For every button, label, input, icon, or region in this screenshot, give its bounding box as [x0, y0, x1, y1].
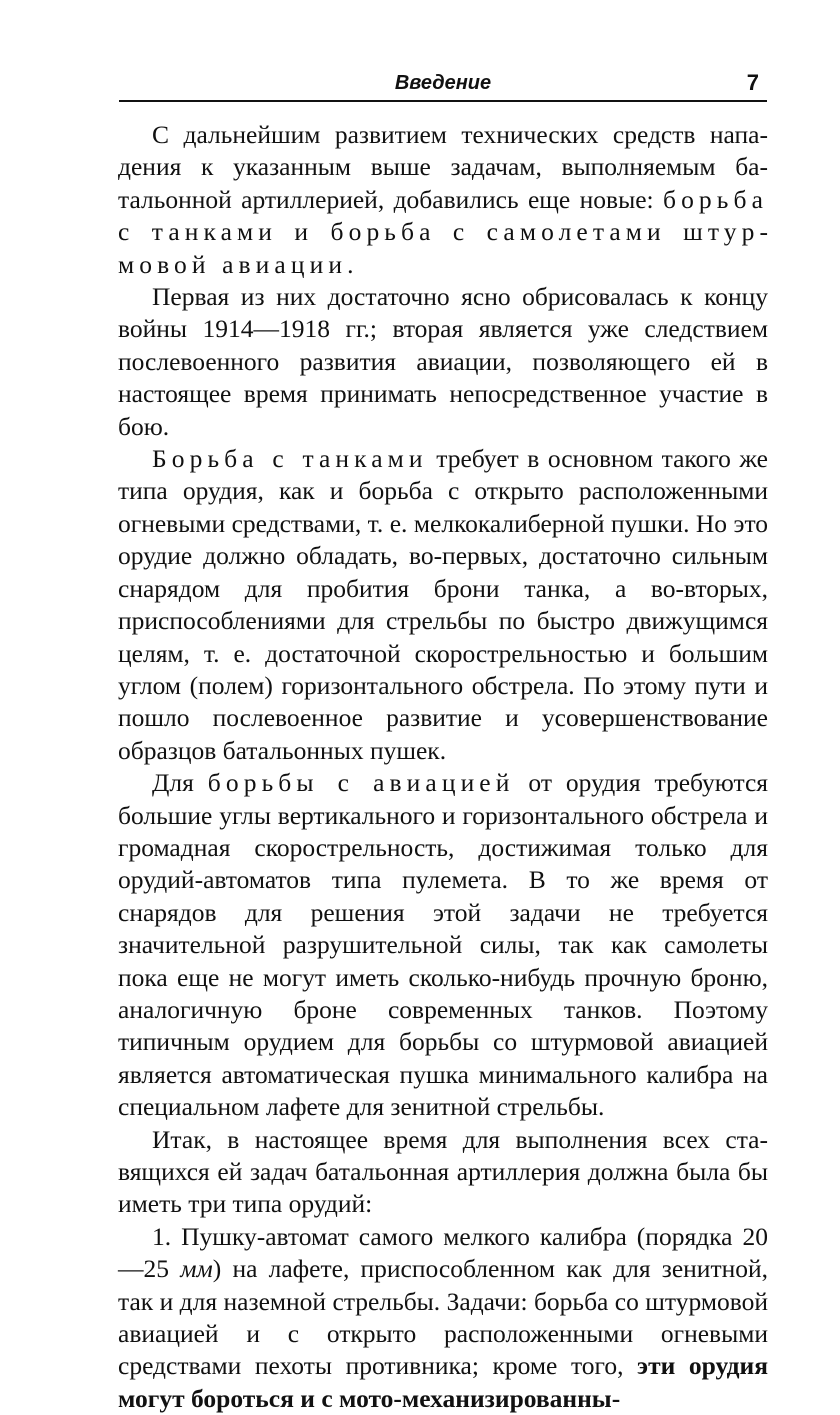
paragraph-4-start: Для — [152, 768, 208, 798]
unit-mm: мм — [180, 1254, 213, 1284]
body-text — [118, 119, 768, 1415]
paragraph-6 — [118, 1221, 768, 1415]
paragraph-1 — [118, 119, 768, 281]
paragraph-3-text: требует в основном такого же типа орудия, как и борьба с открыто расположенными огневыми средствами, т. е. мелкокалиберной пушки. Но это орудие должно обладать, во-первых, достаточно сильным снарядом для пробития брони танка, а во-вторых, приспособлениями для стрельбы по быстро движущимся целям, т. е. достаточной скорострельностью и большим углом (полем) горизонтального обстрела. По этому пути и пошло послевоенное развитие и усовершенствование образцов батальонных пушек. — [118, 444, 768, 765]
paragraph-6-text: ) на лафете, приспособленном как для зенитной, так и для наземной стрельбы. Задачи: борьба со штурмовой авиацией и с открыто расположенными огневыми средствами пехоты противника; кроме того, — [118, 1254, 769, 1381]
page-header — [119, 68, 767, 102]
paragraph-6-start: 1. Пушку-автомат самого мелкого калибра (порядка 20—25 — [118, 1221, 768, 1284]
paragraph-4 — [118, 767, 768, 1123]
paragraph-1-end: . — [347, 249, 354, 279]
paragraph-4-text: от орудия требуются большие углы вертикального и горизонтального обстрела и громадная скорострельность, достижимая только для орудий-автоматов типа пулемета. В то же время от снарядов для решения этой задачи не требуется значительной разрушительной силы, так как самолеты пока еще не могут иметь сколько-нибудь прочную броню, аналогичную броне современных танков. Поэтому типичным орудием для борьбы со штурмовой авиацией является автоматическая пушка минимального калибра на специальном лафете для зенитной стрельбы. — [118, 768, 768, 1122]
paragraph-5: Итак, в настоящее время для выполнения всех ставящихся ей задач батальонная артиллерия должна была бы иметь три типа орудий: — [118, 1124, 768, 1219]
paragraph-1-text: С дальнейшим развитием технических средств нападения к указанным выше задачам, выполняемым батальонной артиллерией, добавились еще новые: — [118, 120, 768, 214]
paragraph-6-last-line: эти орудия могут бороться и с мото-механизированны- — [118, 1351, 769, 1413]
spaced-emphasis-tanks: Борьба с танками — [152, 444, 428, 474]
paragraph-3 — [118, 443, 768, 767]
spaced-emphasis-aviation: борьбы с авиацией — [207, 768, 515, 798]
running-title: Введение — [394, 72, 492, 94]
page-number: 7 — [746, 70, 759, 95]
paragraph-2: Первая из них достаточно ясно обрисовалась к концу войны 1914—1918 гг.; вторая является уже следствием послевоенного развития авиации, позволяющего ей в настоящее время принимать непосредственное участие в бою. — [118, 282, 768, 441]
spaced-emphasis-tanks-aviation: борьба с танками и борьба с самолетами штурмовой авиации — [118, 184, 768, 279]
